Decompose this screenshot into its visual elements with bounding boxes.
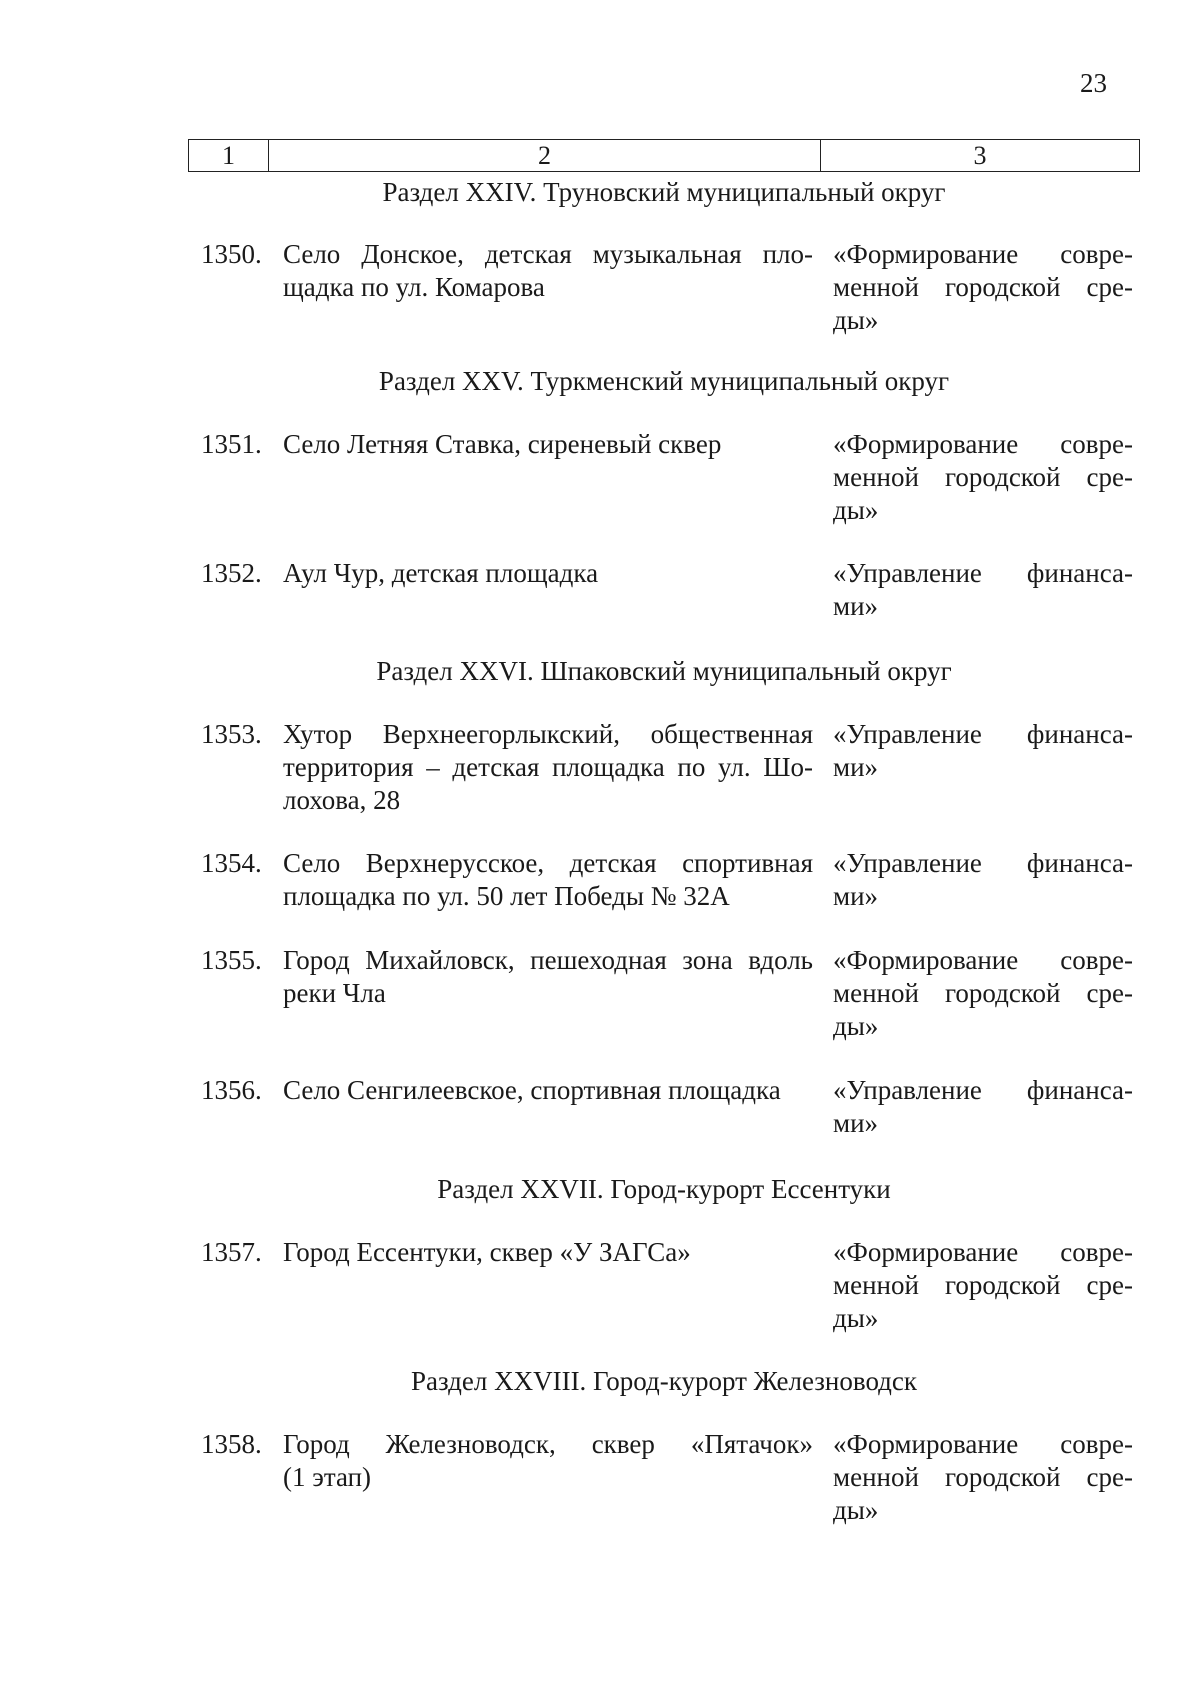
row-description — [283, 1428, 813, 1494]
program-line: ды» — [833, 1495, 879, 1525]
row-description — [283, 1236, 813, 1269]
word: совре- — [1060, 429, 1133, 459]
desc-line — [283, 847, 813, 880]
program-line — [833, 1074, 1133, 1107]
program-line — [833, 1269, 1133, 1302]
program-line — [833, 718, 1133, 751]
word: менной — [833, 462, 919, 492]
program-line: ми» — [833, 752, 879, 782]
row-description — [283, 1074, 813, 1107]
word: Верхнерусское, — [365, 848, 545, 878]
header-col-1: 1 — [189, 140, 269, 171]
word: детская — [452, 752, 540, 782]
section-title: Раздел XXVI. Шпаковский муниципальный округ — [376, 656, 952, 686]
row-number: 1354. — [201, 848, 262, 878]
word: финанса- — [1026, 848, 1133, 878]
section-title: Раздел XXIV. Труновский муниципальный округ — [382, 177, 946, 207]
row-number: 1350. — [201, 239, 262, 269]
word: менной — [833, 272, 919, 302]
word: пло- — [762, 239, 813, 269]
program-line: ды» — [833, 495, 879, 525]
table-header — [188, 139, 1140, 172]
desc-line — [283, 238, 813, 271]
desc-line — [283, 944, 813, 977]
word: Город — [283, 945, 350, 975]
word: менной — [833, 978, 919, 1008]
word: «Управление — [833, 1075, 982, 1105]
word: вдоль — [748, 945, 813, 975]
word: зона — [682, 945, 733, 975]
row-program — [833, 1074, 1133, 1140]
row-program — [833, 944, 1133, 1043]
word: по — [677, 752, 706, 782]
word: городской — [944, 462, 1061, 492]
row-program — [833, 718, 1133, 784]
word: сре- — [1086, 462, 1133, 492]
row-number: 1356. — [201, 1075, 262, 1105]
word: сре- — [1086, 1270, 1133, 1300]
word: Хутор — [283, 719, 353, 749]
word: городской — [944, 1270, 1061, 1300]
word: сре- — [1086, 1462, 1133, 1492]
word: финанса- — [1026, 1075, 1133, 1105]
program-line: ды» — [833, 1303, 879, 1333]
word: детская — [484, 239, 572, 269]
row-program — [833, 428, 1133, 527]
desc-line: лохова, 28 — [283, 785, 401, 815]
program-line: ды» — [833, 1011, 879, 1041]
desc-line: щадка по ул. Комарова — [283, 272, 545, 302]
row-program — [833, 1428, 1133, 1527]
desc-line: (1 этап) — [283, 1462, 372, 1492]
row-description — [283, 428, 813, 461]
word: Село — [283, 848, 341, 878]
word: совре- — [1060, 1429, 1133, 1459]
word: сквер — [591, 1429, 655, 1459]
word: «Формирование — [833, 945, 1019, 975]
word: музыкальная — [592, 239, 742, 269]
row-description — [283, 238, 813, 304]
word: совре- — [1060, 239, 1133, 269]
program-line — [833, 271, 1133, 304]
word: городской — [944, 272, 1061, 302]
word: совре- — [1060, 945, 1133, 975]
program-line — [833, 557, 1133, 590]
program-line: ми» — [833, 881, 879, 911]
word: Село — [283, 239, 341, 269]
program-line — [833, 461, 1133, 494]
desc-line: Аул Чур, детская площадка — [283, 558, 599, 588]
desc-line: Село Сенгилеевское, спортивная площадка — [283, 1075, 781, 1105]
word: общественная — [650, 719, 813, 749]
program-line: ми» — [833, 591, 879, 621]
desc-line — [283, 1428, 813, 1461]
word: сре- — [1086, 978, 1133, 1008]
word: «Формирование — [833, 429, 1019, 459]
word: пешеходная — [530, 945, 667, 975]
word: спортивная — [682, 848, 813, 878]
program-line — [833, 238, 1133, 271]
header-col-3: 3 — [973, 140, 987, 170]
word: городской — [944, 978, 1061, 1008]
word: совре- — [1060, 1237, 1133, 1267]
program-line — [833, 977, 1133, 1010]
row-program — [833, 238, 1133, 337]
header-col-2: 2 — [269, 140, 821, 171]
word: «Управление — [833, 719, 982, 749]
word: «Управление — [833, 558, 982, 588]
word: ул. — [718, 752, 751, 782]
page-number: 23 — [1080, 68, 1107, 98]
word: менной — [833, 1270, 919, 1300]
row-description — [283, 718, 813, 817]
row-number: 1358. — [201, 1429, 262, 1459]
word: городской — [944, 1462, 1061, 1492]
word: Город — [283, 1429, 350, 1459]
section-title: Раздел XXVIII. Город-курорт Железноводск — [410, 1366, 918, 1396]
desc-line: Город Ессентуки, сквер «У ЗАГСа» — [283, 1237, 691, 1267]
word: Михайловск, — [365, 945, 515, 975]
program-line — [833, 428, 1133, 461]
desc-line — [283, 718, 813, 751]
program-line: ды» — [833, 305, 879, 335]
word: финанса- — [1026, 558, 1133, 588]
word: площадка — [552, 752, 665, 782]
word: Шо- — [763, 752, 813, 782]
word: «Формирование — [833, 1237, 1019, 1267]
word: Донское, — [361, 239, 464, 269]
desc-line: Село Летняя Ставка, сиреневый сквер — [283, 429, 722, 459]
row-number: 1351. — [201, 429, 262, 459]
row-description — [283, 847, 813, 913]
row-program — [833, 557, 1133, 623]
section-title: Раздел XXVII. Город-курорт Ессентуки — [437, 1174, 891, 1204]
row-number: 1355. — [201, 945, 262, 975]
program-line: ми» — [833, 1108, 879, 1138]
word: детская — [569, 848, 657, 878]
program-line — [833, 1461, 1133, 1494]
row-description — [283, 944, 813, 1010]
word: сре- — [1086, 272, 1133, 302]
row-number: 1352. — [201, 558, 262, 588]
row-number: 1357. — [201, 1237, 262, 1267]
desc-line — [283, 751, 813, 784]
program-line — [833, 944, 1133, 977]
word: «Формирование — [833, 239, 1019, 269]
word: – — [426, 752, 440, 782]
word: территория — [283, 752, 414, 782]
desc-line: площадка по ул. 50 лет Победы № 32А — [283, 881, 730, 911]
row-description — [283, 557, 813, 590]
word: «Управление — [833, 848, 982, 878]
word: «Пятачок» — [690, 1429, 813, 1459]
word: финанса- — [1026, 719, 1133, 749]
word: Железноводск, — [385, 1429, 556, 1459]
word: Верхнеегорлыкский, — [382, 719, 620, 749]
program-line — [833, 1428, 1133, 1461]
desc-line: реки Чла — [283, 978, 386, 1008]
row-number: 1353. — [201, 719, 262, 749]
word: менной — [833, 1462, 919, 1492]
program-line — [833, 1236, 1133, 1269]
row-program — [833, 1236, 1133, 1335]
program-line — [833, 847, 1133, 880]
section-title: Раздел XXV. Туркменский муниципальный округ — [378, 366, 950, 396]
row-program — [833, 847, 1133, 913]
word: «Формирование — [833, 1429, 1019, 1459]
